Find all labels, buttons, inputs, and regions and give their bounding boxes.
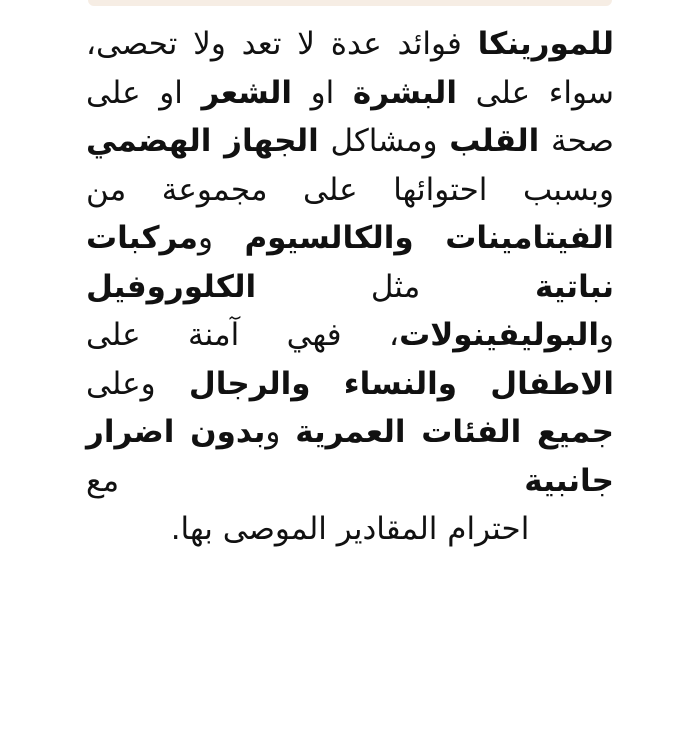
paragraph-text: وبسبب احتوائها على مجموعة من [86,171,614,208]
paragraph-text: او على صحة [86,74,615,159]
highlighted-term: جميع الفئات العمرية [295,414,614,450]
paragraph-text: و [197,220,245,256]
paragraph-text: وعلى [86,365,189,402]
paragraph-text [311,366,344,402]
highlighted-term: الشعر [201,74,293,111]
highlighted-term: والنساء [343,365,457,402]
highlighted-term: البشرة [352,74,457,111]
highlighted-term: بدون اضرار جانبية [86,414,614,499]
paragraph-text: و [265,414,296,450]
highlighted-term: البوليفينولات [399,317,600,353]
paragraph-text: مع [86,462,525,499]
highlighted-term: الاطفال [490,365,614,402]
article-paragraph [86,26,614,499]
article-last-line: احترام المقادير الموصى بها. [170,511,530,547]
highlighted-term: الكلوروفيل [86,268,257,305]
highlighted-term: مركبات نباتية [86,220,614,305]
paragraph-text: فوائد عدة لا تعد ولا تحصى، سواء على [86,26,614,111]
paragraph-text: ، فهي آمنة على [86,317,400,353]
top-decorative-bar [88,0,612,6]
highlighted-term: للمورينكا [477,26,614,62]
paragraph-text: مثل [256,268,535,305]
paragraph-text [457,366,490,402]
highlighted-term: الجهاز الهضمي [86,123,319,159]
article-text-block [86,20,614,554]
paragraph-text: و [599,317,614,353]
highlighted-term: الفيتامينات [445,220,615,256]
highlighted-term: القلب [449,123,540,159]
highlighted-term: والرجال [188,365,311,402]
paragraph-text [414,220,446,256]
highlighted-term: والكالسيوم [244,220,414,256]
paragraph-text: او [292,74,353,111]
paragraph-text: ومشاكل [318,123,450,159]
